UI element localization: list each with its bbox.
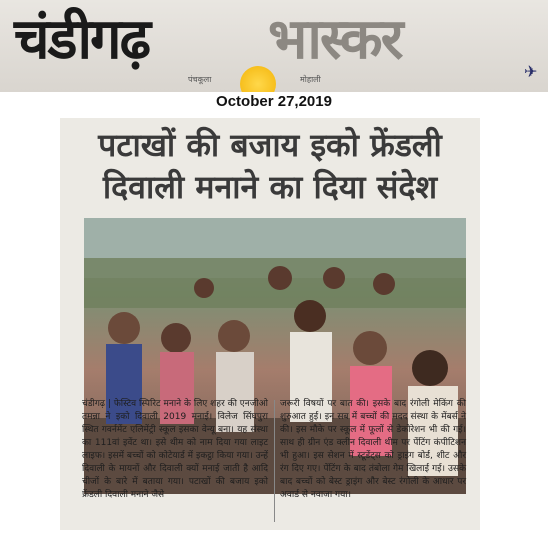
headline-line-2: दिवाली मनाने का दिया संदेश xyxy=(102,168,438,206)
bird-logo-icon: ✈ xyxy=(524,62,538,81)
masthead-title-right: भास्कर xyxy=(268,7,402,72)
publication-date: October 27,2019 xyxy=(216,93,332,110)
headline-line-1: पटाखों की बजाय इको फ्रेंडली xyxy=(98,126,442,164)
article-column-1: चंडीगढ़ | फेस्टिव स्पिरिट मनाने के लिए शहर की एनजीओ तमन्ना ने इको दिवाली 2019 मनाई। विलेज सिंघपुरा स्थित गवर्नमेंट एलिमेंट्री स्कूल इसका वेन्यू बना। यह संस्था का 111वां इवेंट था। इसे थीम को नाम दिया गया लाइट लाइफ। इसमें बच्चों को कोटेयार्ड में इकट्ठा किया गया। उन्हें दिवाली के मायनों और दिवाली क्यों मनाई जाती है आदि चीजों के बारे में बताया गया। पटाखों की बजाय इको फ्रेंडली दिवाली मनाने जैसे xyxy=(82,399,268,500)
masthead-edition-right: मोहाली xyxy=(300,75,321,84)
masthead-title-left: चंडीगढ़ xyxy=(14,7,150,72)
column-divider xyxy=(274,400,275,522)
masthead xyxy=(0,0,548,92)
article-body xyxy=(82,398,466,528)
masthead-edition-left: पंचकूला xyxy=(188,75,212,84)
article-column-2: जरूरी विषयों पर बात की। इसके बाद रंगोली मेकिंग की शुरुआत हुई। इन सब में बच्चों की मदद संस्था के मेंबर्स ने की। इस मौके पर स्कूल में फूलों से डेकोरेशन भी की गई। साथ ही ग्रीन एंड क्लीन दिवाली थीम पर पेंटिंग कंपीटिशन भी हुआ। इस सेशन में स्टूडेंट्स को ड्राइंग बोर्ड, शीट और रंग दिए गए। पेंटिंग के बाद तंबोला गेम खिलाई गई। उसके बाद बच्चों को बेस्ट ड्राइंग और बेस्ट रंगोली के आधार पर अवार्ड से नवाजा गया। xyxy=(280,399,466,500)
article-headline xyxy=(68,124,472,208)
news-clipping xyxy=(60,118,480,530)
